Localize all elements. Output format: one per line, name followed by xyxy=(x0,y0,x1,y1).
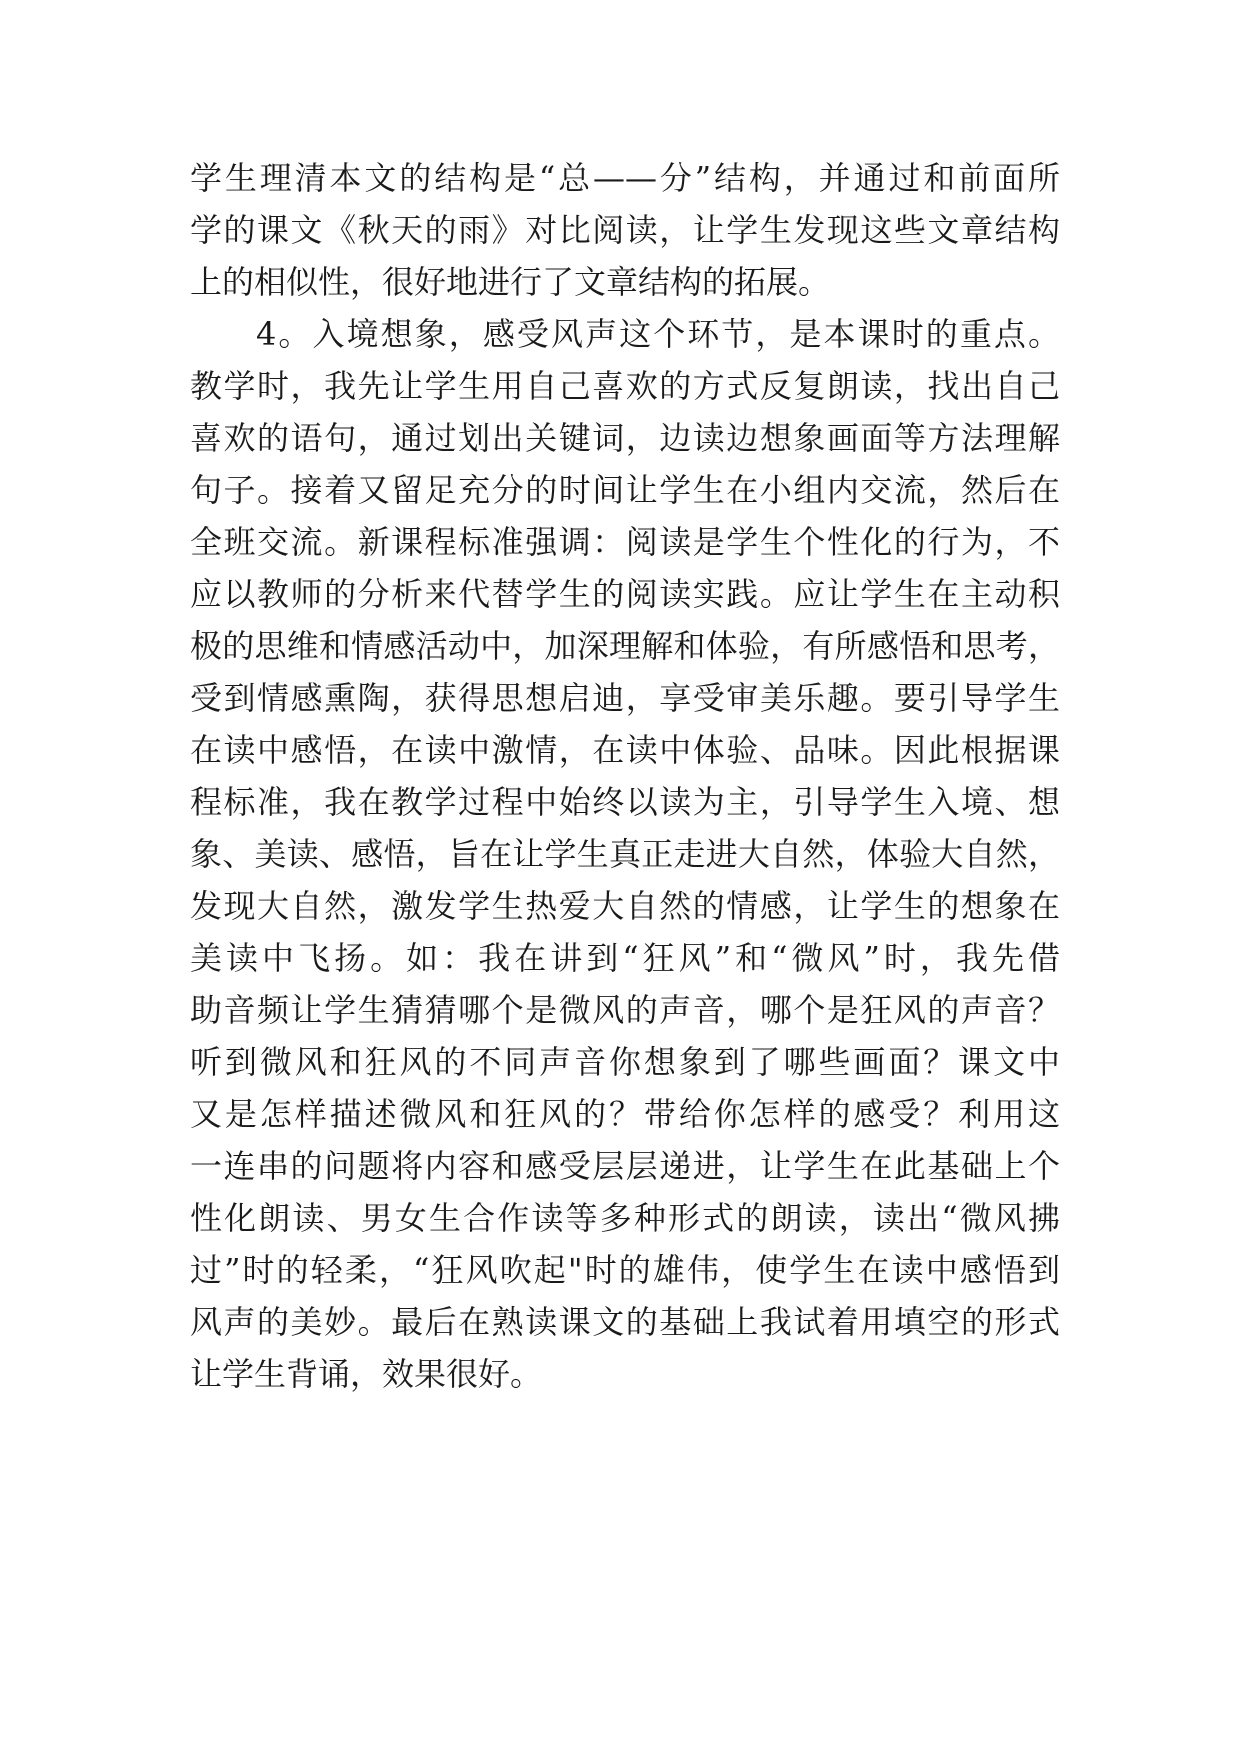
text-line: 喜欢的语句，通过划出关键词，边读边想象画面等方法理解 xyxy=(190,419,1060,457)
text-line: 让学生背诵，效果很好。 xyxy=(190,1355,543,1393)
text-line: 美读中飞扬。如：我在讲到“狂风”和“微风”时，我先借 xyxy=(190,939,1060,977)
text-line: 性化朗读、男女生合作读等多种形式的朗读，读出“微风拂 xyxy=(190,1199,1060,1237)
text-line: 听到微风和狂风的不同声音你想象到了哪些画面？课文中 xyxy=(190,1043,1060,1081)
text-line: 教学时，我先让学生用自己喜欢的方式反复朗读，找出自己 xyxy=(190,367,1060,405)
text-line: 程标准，我在教学过程中始终以读为主，引导学生入境、想 xyxy=(190,783,1060,821)
text-line: 应以教师的分析来代替学生的阅读实践。应让学生在主动积 xyxy=(190,575,1060,613)
text-line: 又是怎样描述微风和狂风的？带给你怎样的感受？利用这 xyxy=(190,1095,1060,1133)
text-line: 全班交流。新课程标准强调：阅读是学生个性化的行为，不 xyxy=(190,523,1060,561)
text-line: 象、美读、感悟，旨在让学生真正走进大自然，体验大自然， xyxy=(190,835,1060,873)
text-line: 上的相似性，很好地进行了文章结构的拓展。 xyxy=(190,263,831,301)
text-line: 学的课文《秋天的雨》对比阅读，让学生发现这些文章结构 xyxy=(190,211,1060,249)
text-line: 极的思维和情感活动中，加深理解和体验，有所感悟和思考， xyxy=(190,627,1060,665)
text-line: 受到情感熏陶，获得思想启迪，享受审美乐趣。要引导学生 xyxy=(190,679,1060,717)
text-line: 学生理清本文的结构是“总——分”结构，并通过和前面所 xyxy=(190,159,1060,197)
text-line: 在读中感悟，在读中激情，在读中体验、品味。因此根据课 xyxy=(190,731,1060,769)
paragraph-start-line: 4。入境想象，感受风声这个环节，是本课时的重点。 xyxy=(256,315,1060,353)
text-line: 过”时的轻柔，“狂风吹起"时的雄伟，使学生在读中感悟到 xyxy=(190,1251,1060,1289)
text-line: 助音频让学生猜猜哪个是微风的声音，哪个是狂风的声音？ xyxy=(190,991,1060,1029)
text-line: 风声的美妙。最后在熟读课文的基础上我试着用填空的形式 xyxy=(190,1303,1060,1341)
document-body xyxy=(190,152,1060,1400)
text-line: 发现大自然，激发学生热爱大自然的情感，让学生的想象在 xyxy=(190,887,1060,925)
text-line: 句子。接着又留足充分的时间让学生在小组内交流，然后在 xyxy=(190,471,1060,509)
text-line: 一连串的问题将内容和感受层层递进，让学生在此基础上个 xyxy=(190,1147,1060,1185)
